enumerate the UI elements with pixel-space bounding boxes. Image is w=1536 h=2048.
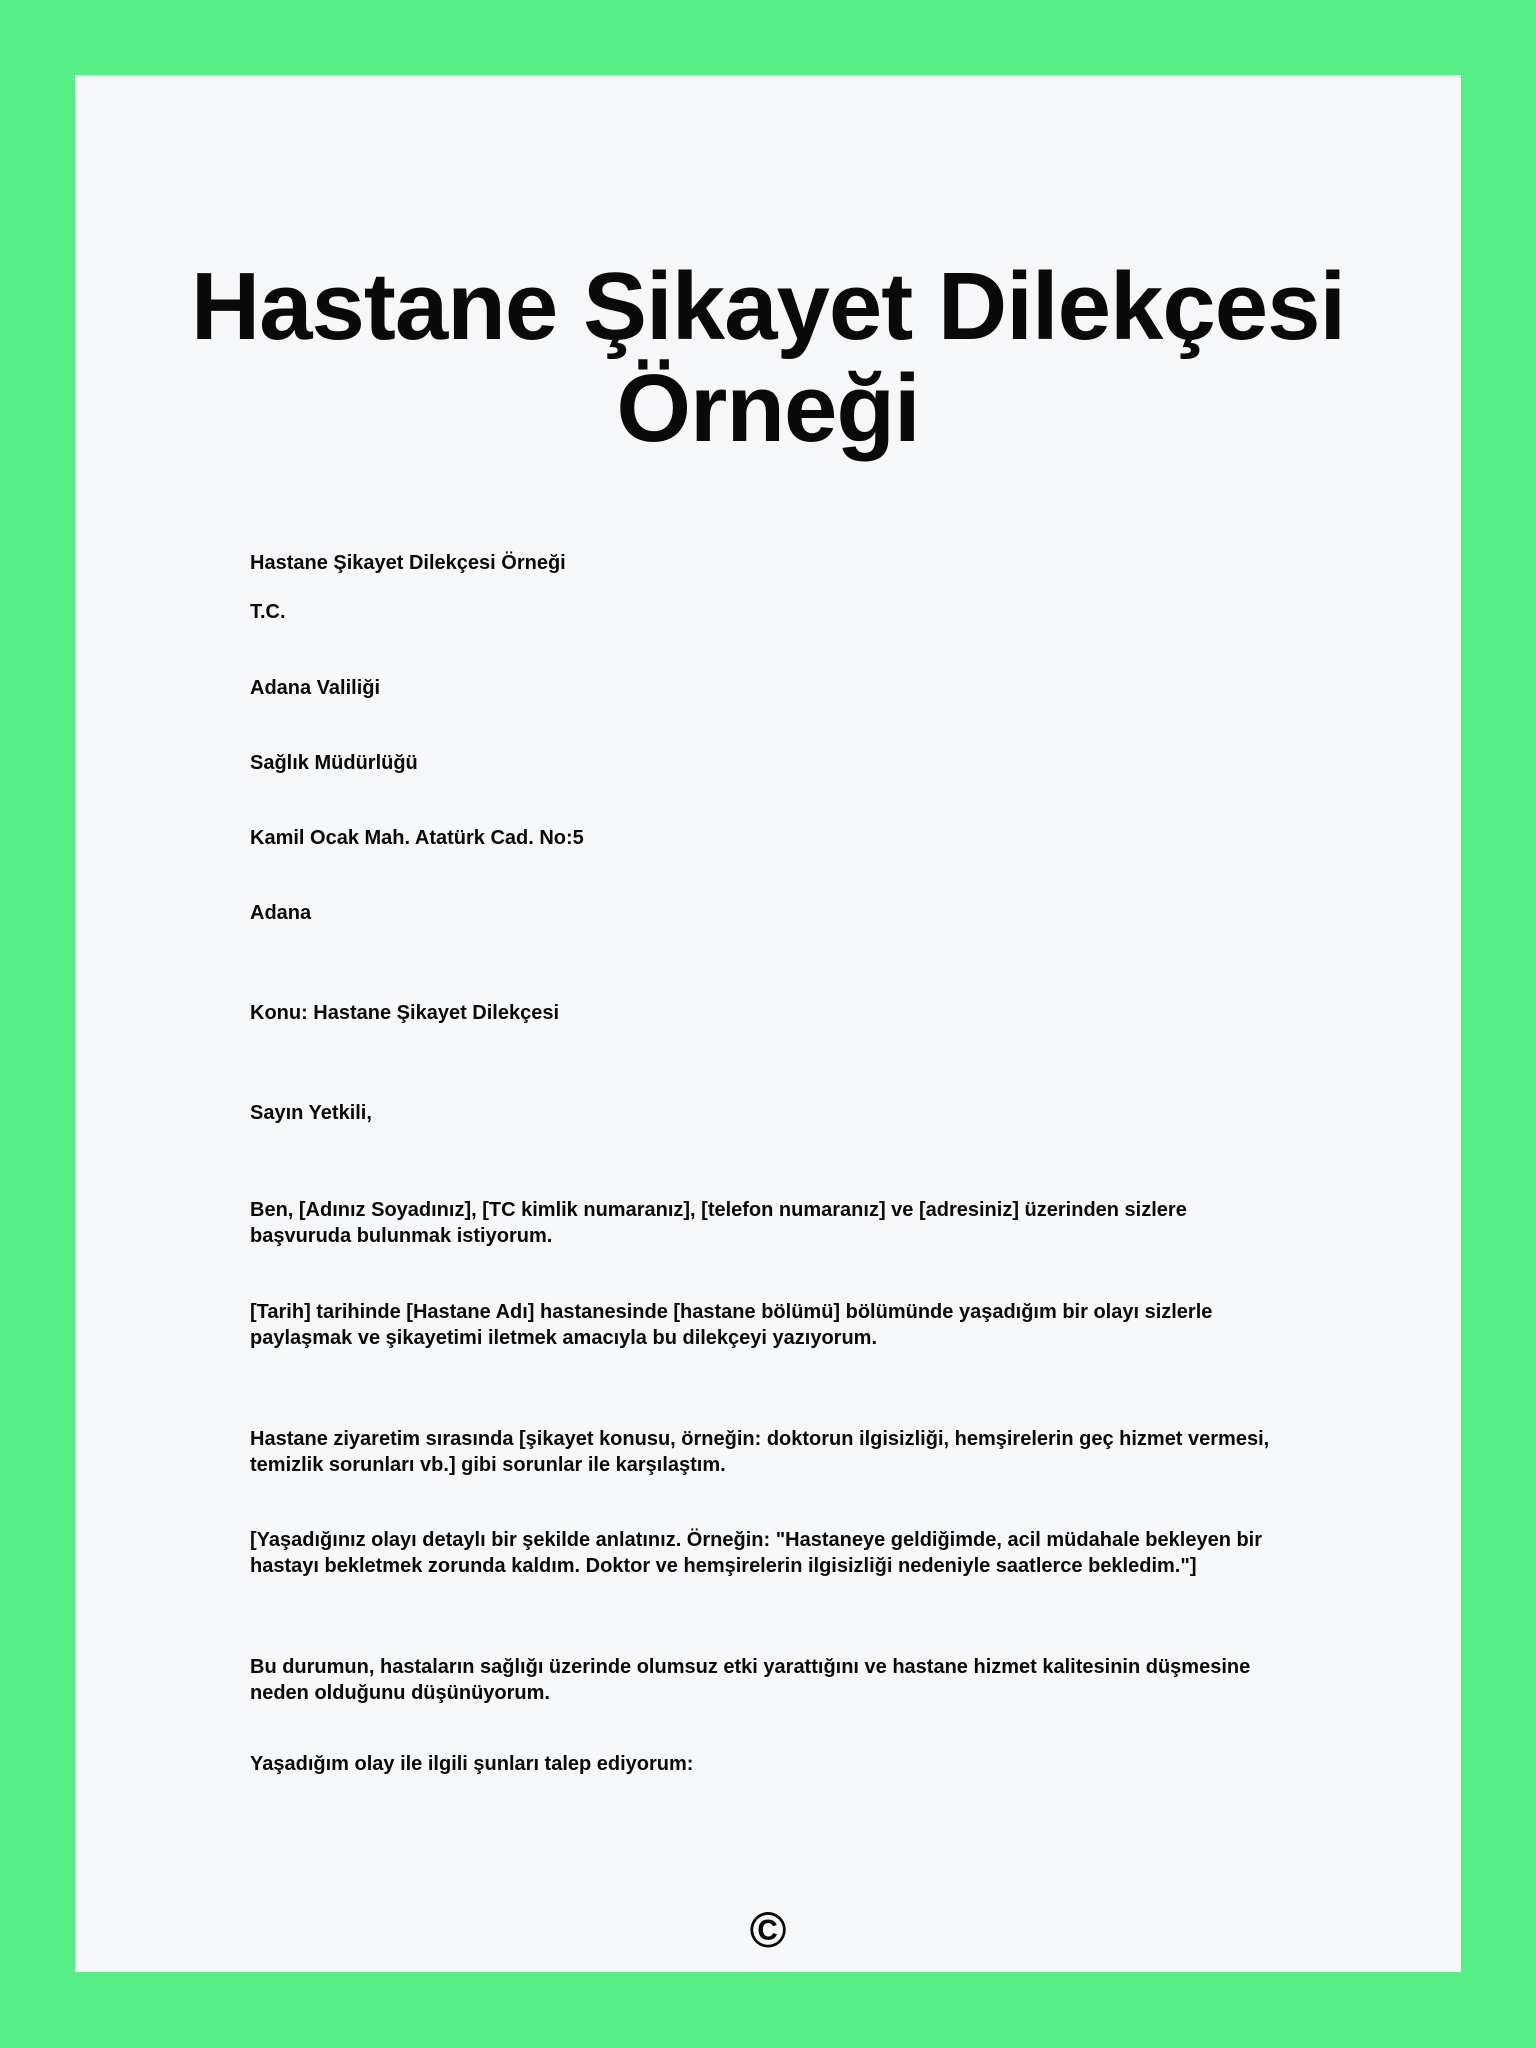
letter-body <box>250 550 1286 1777</box>
letter-recipient-city: Adana <box>250 902 312 924</box>
letter-impact-statement: Bu durumun, hastaların sağlığı üzerinde olumsuz etki yarattığını ve hastane hizmet kalitesinin düşmesine neden olduğunu düşünüyorum. <box>250 1656 1251 1704</box>
letter-subject: Konu: Hastane Şikayet Dilekçesi <box>250 1002 560 1024</box>
letter-complaint-summary: Hastane ziyaretim sırasında [şikayet konusu, örneğin: doktorun ilgisizliği, hemşirelerin geç hizmet vermesi, temizlik sorunları vb.] gibi sorunlar ile karşılaştım. <box>250 1428 1270 1476</box>
letter-recipient-department: Sağlık Müdürlüğü <box>250 752 418 774</box>
letter-recipient-authority: Adana Valiliği <box>250 677 381 699</box>
letter-recipient-address: Kamil Ocak Mah. Atatürk Cad. No:5 <box>250 827 584 849</box>
copyright-icon: © <box>749 1902 787 1958</box>
letter-requests-intro: Yaşadığım olay ile ilgili şunları talep ediyorum: <box>250 1753 694 1775</box>
document-page <box>75 75 1461 1972</box>
letter-salutation: Sayın Yetkili, <box>250 1102 372 1124</box>
document-title: Hastane Şikayet Dilekçesi Örneği <box>190 253 1346 462</box>
letter-tc: T.C. <box>250 601 286 623</box>
letter-purpose: [Tarih] tarihinde [Hastane Adı] hastanesinde [hastane bölümü] bölümünde yaşadığım bir olayı sizlerle paylaşmak ve şikayetimi iletmek amacıyla bu dilekçeyi yazıyorum. <box>250 1301 1213 1349</box>
letter-heading: Hastane Şikayet Dilekçesi Örneği <box>250 552 566 574</box>
letter-detail-placeholder: [Yaşadığınız olayı detaylı bir şekilde anlatınız. Örneğin: "Hastaneye geldiğimde, acil müdahale bekleyen bir hastayı bekletmek zorunda kaldım. Doktor ve hemşirelerin ilgisizliği nedeniyle saatlerce bekledim."] <box>250 1529 1263 1577</box>
letter-intro: Ben, [Adınız Soyadınız], [TC kimlik numaranız], [telefon numaranız] ve [adresiniz] üzerinden sizlere başvuruda bulunmak istiyorum. <box>250 1199 1187 1247</box>
